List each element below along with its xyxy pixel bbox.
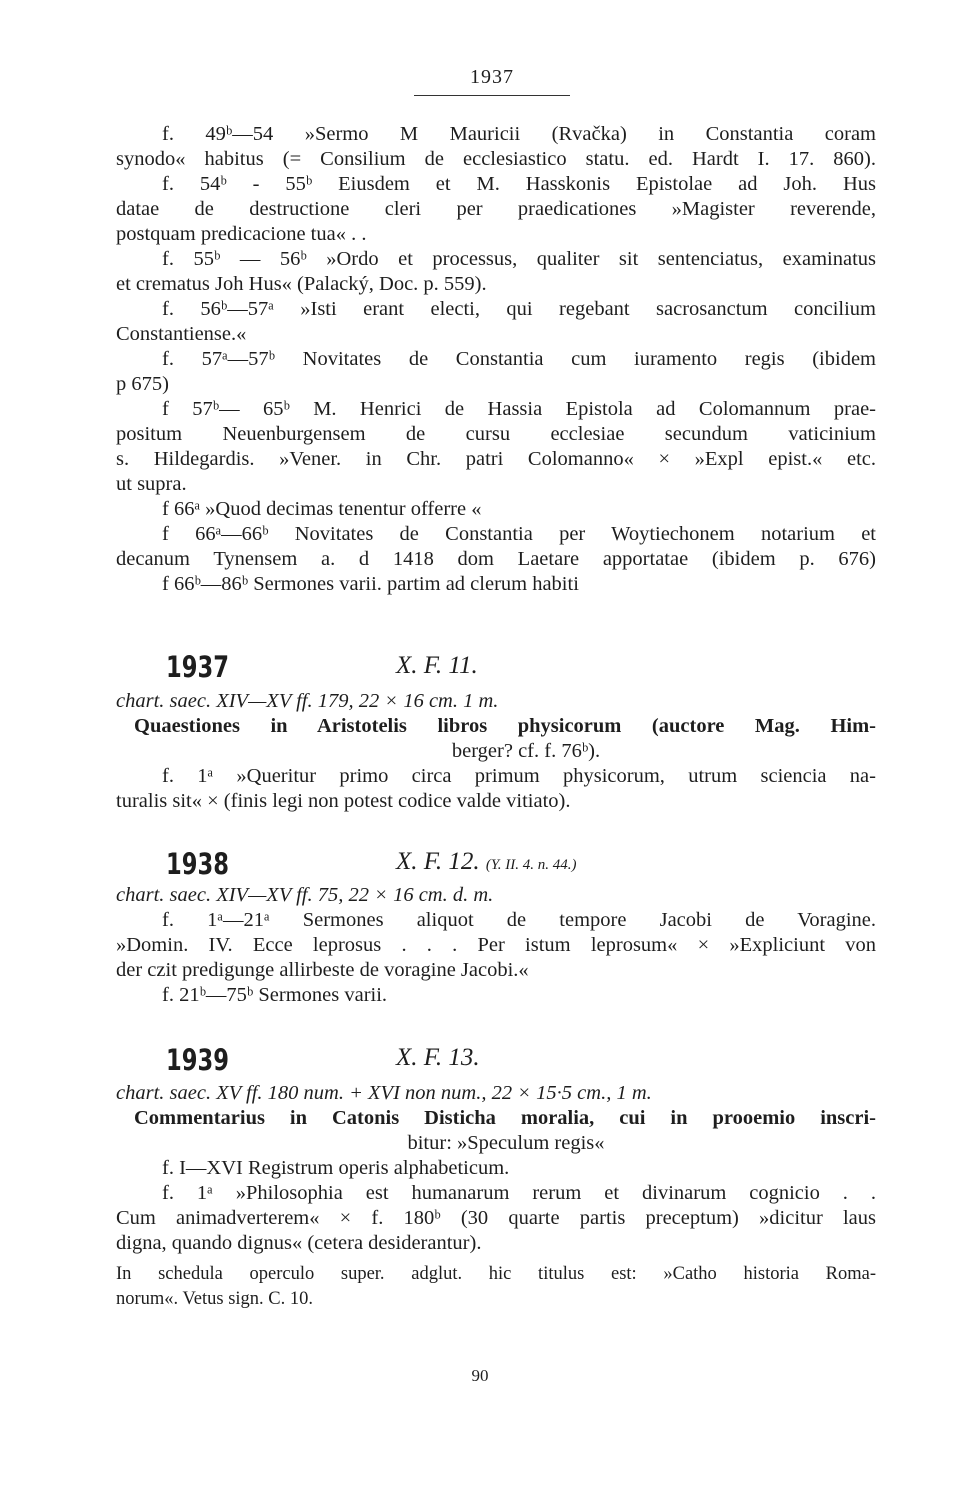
shelfmark-text: X. F. 12. <box>396 848 480 875</box>
text-line: »Domin. IV. Ecce leprosus . . . Per istum leprosum« × »Expliciunt von <box>116 934 876 956</box>
page-number: 90 <box>471 1366 489 1385</box>
text-line: Cum animadverterem« × f. 180ᵇ (30 quarte partis preceptum) »dicitur laus <box>116 1207 876 1229</box>
text-line: der czit predigunge allirbeste de voragine Jacobi.« <box>116 959 529 981</box>
text-line: f 66ᵇ—86ᵇ Sermones varii. partim ad clerum habiti <box>162 573 579 595</box>
text-line: f. 1ᵃ—21ᵃ Sermones aliquot de tempore Jacobi de Voragine. <box>162 909 876 931</box>
entry-title: Quaestiones in Aristotelis libros physicorum (auctore Mag. Him- <box>134 715 876 737</box>
text-line: f 66ᵃ »Quod decimas tenentur offerre « <box>162 498 482 520</box>
text-line: f. 49ᵇ—54 »Sermo M Mauricii (Rvačka) in Constantia coram <box>162 123 876 145</box>
text-line: Constantiense.« <box>116 323 247 345</box>
entry-number-1939: 1939 <box>166 1043 229 1077</box>
note-line: norum«. Vetus sign. C. 10. <box>116 1289 314 1309</box>
entry-title: berger? cf. f. 76ᵇ). <box>451 740 601 762</box>
text-line: decanum Tynensem a. d 1418 dom Laetare apportatae (ibidem p. 676) <box>116 548 876 570</box>
note-line: In schedula operculo super. adglut. hic titulus est: »Catho historia Roma- <box>116 1264 876 1284</box>
physical-description: chart. saec. XIV—XV ff. 75, 22 × 16 cm. d. m. <box>116 884 494 906</box>
text-line: f. 1ᵃ »Queritur primo circa primum physicorum, utrum sciencia na- <box>162 765 876 787</box>
text-line: f. 54ᵇ - 55ᵇ Eiusdem et M. Hasskonis Epistolae ad Joh. Hus <box>162 173 876 195</box>
text-line: postquam predicacione tua« . . <box>116 223 367 245</box>
entry-number-1938: 1938 <box>166 847 229 881</box>
shelfmark-1937: X. F. 11. <box>396 652 478 679</box>
text-line: datae de destructione cleri per praedicationes »Magister reverende, <box>116 198 876 220</box>
entry-1939 <box>116 1081 876 1312</box>
header-rule <box>414 95 570 96</box>
text-line: f. I—XVI Registrum operis alphabeticum. <box>162 1157 510 1179</box>
text-line: f. 21ᵇ—75ᵇ Sermones varii. <box>162 984 388 1006</box>
running-head: 1937 <box>470 66 514 88</box>
text-line: positum Neuenburgensem de cursu ecclesiae secundum vaticinium <box>116 423 876 445</box>
text-line: p 675) <box>116 373 169 395</box>
text-line: digna, quando dignus« (cetera desiderantur). <box>116 1232 482 1254</box>
text-line: ut supra. <box>116 473 187 495</box>
shelfmark-1938 <box>396 848 577 876</box>
text-line: turalis sit« × (finis legi non potest codice valde vitiato). <box>116 790 571 812</box>
text-line: f. 1ᵃ »Philosophia est humanarum rerum et divinarum cognicio . . <box>162 1182 876 1204</box>
entry-number-1937: 1937 <box>166 650 229 684</box>
text-line: f. 57ᵃ—57ᵇ Novitates de Constantia cum iuramento regis (ibidem <box>162 348 876 370</box>
text-line: f 66ᵃ—66ᵇ Novitates de Constantia per Woytiechonem notarium et <box>162 523 876 545</box>
text-line: f. 55ᵇ — 56ᵇ »Ordo et processus, qualiter sit sentenciatus, examinatus <box>162 248 876 270</box>
old-shelfmark: (Y. II. 4. n. 44.) <box>485 857 577 873</box>
physical-description: chart. saec. XV ff. 180 num. + XVI non num., 22 × 15·5 cm., 1 m. <box>116 1082 652 1104</box>
entry-1938 <box>116 883 876 1008</box>
entry-1937 <box>116 689 876 814</box>
physical-description: chart. saec. XIV—XV ff. 179, 22 × 16 cm. 1 m. <box>116 690 499 712</box>
shelfmark-1939: X. F. 13. <box>396 1044 480 1071</box>
text-line: et crematus Joh Hus« (Palacký, Doc. p. 559). <box>116 273 487 295</box>
entry-title: Commentarius in Catonis Disticha moralia, cui in prooemio inscri- <box>134 1107 876 1129</box>
entry-title: bitur: »Speculum regis« <box>407 1132 605 1154</box>
text-line: f. 56ᵇ—57ᵃ »Isti erant electi, qui regebant sacrosanctum concilium <box>162 298 876 320</box>
previous-entry-continuation <box>116 122 876 597</box>
text-line: f 57ᵇ— 65ᵇ M. Henrici de Hassia Epistola ad Colomannum prae- <box>162 398 876 420</box>
text-line: s. Hildegardis. »Vener. in Chr. patri Colomanno« × »Expl epist.« etc. <box>116 448 876 470</box>
text-line: synodo« habitus (= Consilium de ecclesiastico statu. ed. Hardt I. 17. 860). <box>116 148 876 170</box>
